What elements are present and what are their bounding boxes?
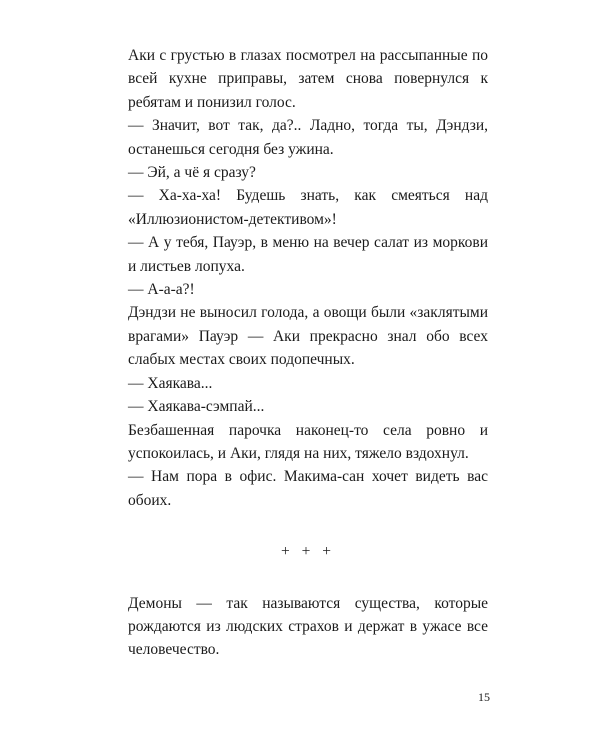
section-separator: + + + <box>281 543 335 561</box>
dialogue-line: — Эй, а чё я сразу? <box>128 164 256 182</box>
body-text <box>128 44 488 662</box>
dialogue-line: — Нам пора в офис. Макима-сан хочет видеть вас обоих. <box>128 468 488 509</box>
paragraph: Дэндзи не выносил голода, а овощи были «заклятыми врагами» Пауэр — Аки прекрасно знал обо всех слабых местах своих подопечных. <box>128 304 488 369</box>
dialogue-line: — Хаякава... <box>128 374 213 392</box>
dialogue-line: — Значит, вот так, да?.. Ладно, тогда ты, Дэндзи, останешься сегодня без ужина. <box>128 117 488 158</box>
dialogue-line: — Хаякава-сэмпай... <box>128 398 265 416</box>
paragraph: Демоны — так называются существа, которые рождаются из людских страхов и держат в ужасе все человечество. <box>128 594 488 659</box>
dialogue-line: — А у тебя, Пауэр, в меню на вечер салат из моркови и листьев лопуха. <box>128 234 488 275</box>
dialogue-line: — Ха-ха-ха! Будешь знать, как смеяться над «Иллюзионистом-детективом»! <box>128 187 488 228</box>
paragraph: Безбашенная парочка наконец-то села ровно и успокоилась, и Аки, глядя на них, тяжело вздохнул. <box>128 421 488 462</box>
paragraph: Аки с грустью в глазах посмотрел на рассыпанные по всей кухне приправы, затем снова повернулся к ребятам и понизил голос. <box>128 47 488 111</box>
page-number: 15 <box>478 690 490 704</box>
dialogue-line: — А-а-а?! <box>128 281 195 299</box>
